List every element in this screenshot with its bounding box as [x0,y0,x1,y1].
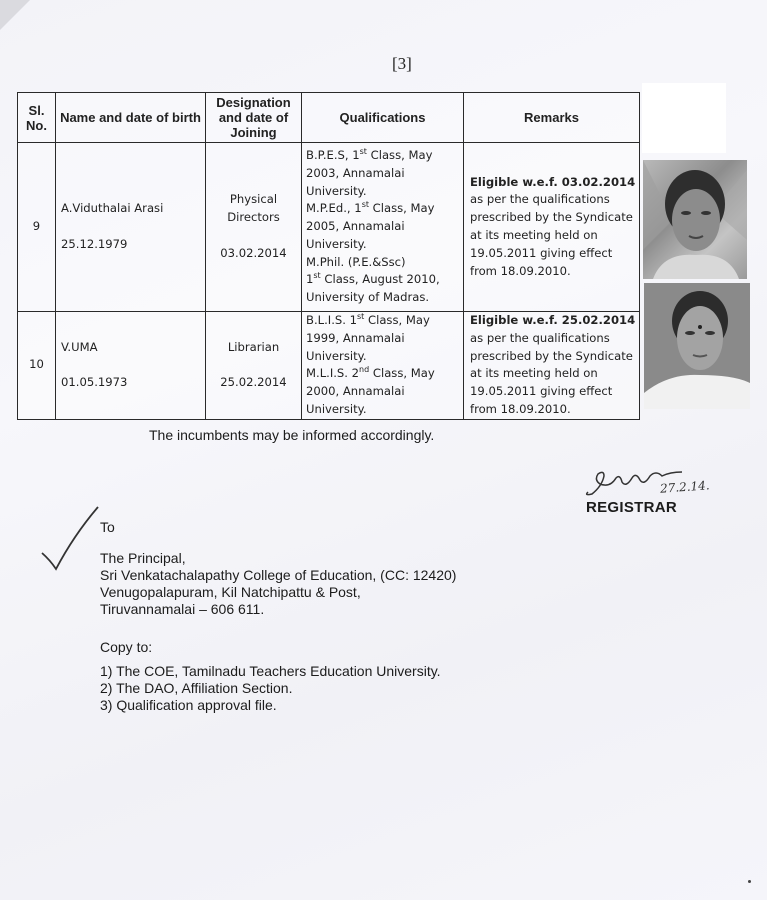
blank-patch [642,83,726,153]
qualification-approval-table [17,92,640,420]
qualification-text: Class, May 2005, Annamalai University. [306,201,435,251]
qualifications-cell [302,143,464,312]
copy-to-item: 3) Qualification approval file. [100,697,277,713]
copy-to-item: 2) The DAO, Affiliation Section. [100,680,293,696]
name-dob-cell [56,312,206,420]
closing-line: The incumbents may be informed accordingly. [149,427,435,443]
qualification-line [306,254,460,272]
address-line: The Principal, [100,550,186,566]
address-line: Tiruvannamalai – 606 611. [100,601,265,617]
header-qualifications: Qualifications [302,93,464,143]
candidate-photo-viduthalai-arasi [643,160,747,279]
qualification-text: Class, August 2010, University of Madras. [306,272,440,305]
designation-cell [206,143,302,312]
date-of-joining: 03.02.2014 [220,245,287,260]
paper-speck [748,880,751,883]
designation: Librarian [227,339,280,354]
address-line: Venugopalapuram, Kil Natchipattu & Post, [100,584,361,600]
ordinal-suffix: st [313,271,321,281]
qualification-text: B.P.E.S, 1 [306,147,360,162]
copy-to-list [100,663,441,714]
remarks-cell [464,312,640,420]
table-header-row [18,93,640,143]
designation: Physical Directors [227,192,280,225]
qualification-text: B.L.I.S. 1 [306,313,357,327]
qualification-line [306,312,460,365]
qualification-text: 1 [306,272,314,287]
header-sl-no: Sl. No. [18,93,56,143]
qualification-line [306,271,460,307]
sl-no-cell: 9 [18,143,56,312]
remarks-text: as per the qualifications prescribed by the Syndicate at its meeting held on 19.05.2011 giving effect from 18.09.2010. [470,330,633,416]
ordinal-suffix: nd [359,365,370,375]
qualification-text: Class, May 2003, Annamalai University. [306,147,433,198]
designation-cell [206,312,302,420]
portrait-image [643,160,747,279]
table-row [18,143,640,312]
sl-no-cell: 10 [18,312,56,420]
qualification-text: M.L.I.S. 2 [306,366,360,381]
qualification-text: M.P.Ed., 1 [306,201,362,216]
qualification-text: M.Phil. (P.E.&Ssc) [306,254,406,269]
copy-to-item: 1) The COE, Tamilnadu Teachers Education University. [100,663,441,679]
date-of-joining: 25.02.2014 [220,375,287,390]
copy-to-label: Copy to: [100,639,153,655]
ordinal-suffix: st [359,146,367,156]
qualification-text: Class, May 1999, Annamalai University. [306,313,430,363]
candidate-name: A.Viduthalai Arasi [61,201,164,216]
qualification-line [306,365,460,418]
header-remarks: Remarks [464,93,640,143]
registrar-title: REGISTRAR [586,499,678,516]
address-line: Sri Venkatachalapathy College of Education, (CC: 12420) [100,567,457,583]
eligibility-date: Eligible w.e.f. 03.02.2014 [470,174,636,189]
name-dob-cell [56,143,206,312]
recipient-address [100,550,456,618]
header-designation: Designation and date of Joining [206,93,302,143]
qualification-text: Class, May 2000, Annamalai University. [306,366,435,416]
signature-date: 27.2.14. [659,478,711,496]
ordinal-suffix: st [357,312,365,321]
portrait-image [644,283,750,409]
table-row [18,312,640,420]
candidate-name: V.UMA [61,339,98,354]
to-label: To [100,519,115,535]
qualification-line [306,147,460,200]
eligibility-date: Eligible w.e.f. 25.02.2014 [470,313,636,327]
ordinal-suffix: st [361,200,369,210]
qualification-line [306,200,460,253]
date-of-birth: 25.12.1979 [61,237,128,251]
checkmark-icon [40,505,100,575]
header-name: Name and date of birth [56,93,206,143]
date-of-birth: 01.05.1973 [61,375,128,390]
remarks-text: as per the qualifications prescribed by the Syndicate at its meeting held on 19.05.2011 giving effect from 18.09.2010. [470,192,633,278]
page-corner-fold [0,0,30,30]
remarks-cell [464,143,640,312]
candidate-photo-v-uma [644,283,750,409]
qualifications-cell [302,312,464,420]
page-number: [3] [392,54,412,73]
